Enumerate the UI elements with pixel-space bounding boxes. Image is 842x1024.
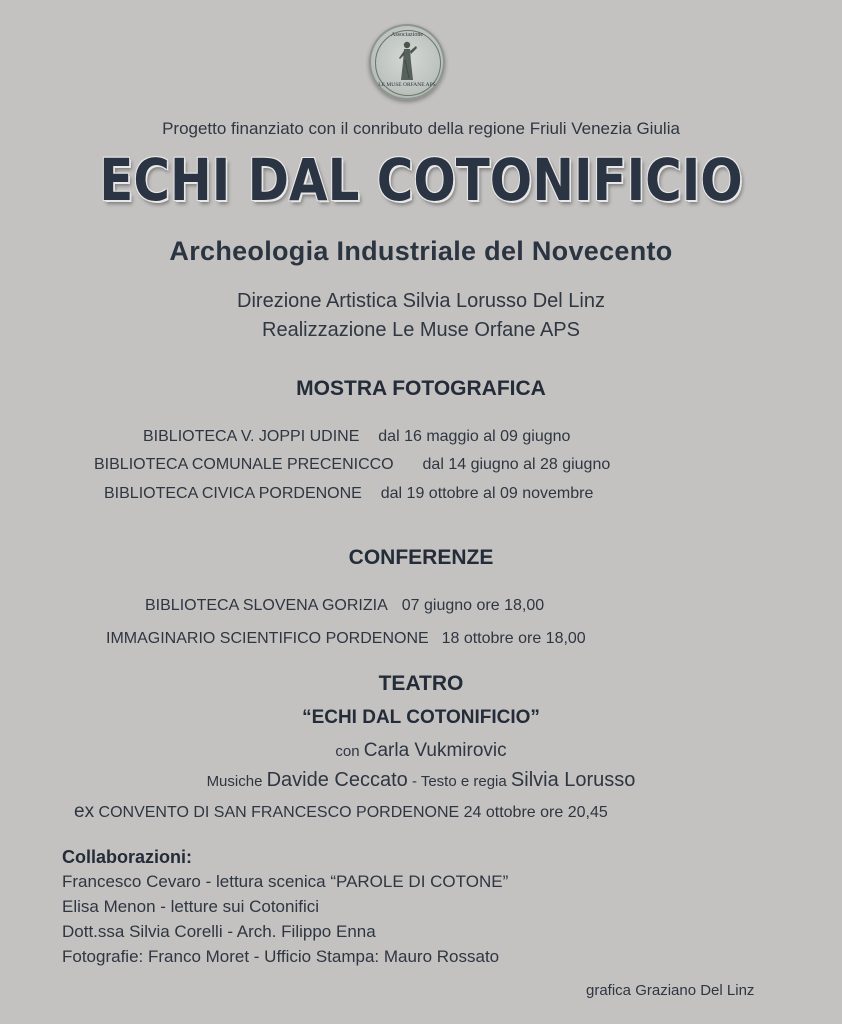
- logo-top-text: Associazione: [391, 32, 423, 38]
- venue-dates: dal 19 ottobre al 09 novembre: [380, 485, 594, 502]
- teatro-heading: TEATRO: [378, 672, 464, 695]
- conferenze-heading: CONFERENZE: [348, 546, 494, 569]
- mostra-venue-row: [104, 485, 593, 503]
- event-subtitle: Archeologia Industriale del Novecento: [169, 236, 673, 266]
- production-credit: Realizzazione Le Muse Orfane APS: [262, 319, 580, 341]
- funding-line: Progetto finanziato con il conributo della regione Friuli Venezia Giulia: [162, 119, 680, 138]
- main-title: ECHI DAL COTONIFICIO: [99, 146, 743, 214]
- venue-place: IMMAGINARIO SCIENTIFICO PORDENONE: [106, 630, 429, 647]
- performer-line: [0, 740, 842, 762]
- conferenza-row: [145, 597, 544, 615]
- venue-dates: dal 14 giugno al 28 giugno: [422, 456, 611, 473]
- theatre-date: 24 ottobre ore 20,45: [463, 804, 608, 821]
- collaborator-line: Dott.ssa Silvia Corelli - Arch. Filippo Enna: [62, 922, 376, 941]
- composer-name: Davide Ceccato: [266, 769, 408, 791]
- venue-dates: 07 giugno ore 18,00: [401, 597, 545, 614]
- artistic-direction: Direzione Artistica Silvia Lorusso Del Linz: [237, 290, 605, 312]
- mostra-heading: MOSTRA FOTOGRAFICA: [296, 377, 546, 400]
- collaborazioni-heading: Collaborazioni:: [62, 847, 192, 867]
- director-name: Silvia Lorusso: [510, 769, 636, 791]
- venue-place: BIBLIOTECA CIVICA PORDENONE: [104, 485, 362, 502]
- venue-dates: 18 ottobre ore 18,00: [441, 630, 586, 647]
- music-direction-line: [0, 769, 842, 792]
- venue-place: BIBLIOTECA V. JOPPI UDINE: [143, 428, 360, 445]
- logo-bottom-text: LE MUSE ORFANE APS: [378, 82, 436, 88]
- graphics-credit: grafica Graziano Del Linz: [586, 982, 755, 999]
- collaborator-line: Elisa Menon - letture sui Cotonifici: [62, 897, 320, 916]
- musiche-label: Musiche: [206, 773, 263, 790]
- venue-place: BIBLIOTECA COMUNALE PRECENICCO: [94, 456, 394, 473]
- show-title: “ECHI DAL COTONIFICIO”: [302, 707, 540, 728]
- performer-name: Carla Vukmirovic: [363, 740, 507, 761]
- testo-label: - Testo e regia: [411, 773, 507, 790]
- muse-figure-icon: [396, 40, 418, 82]
- mostra-venue-row: [94, 456, 610, 474]
- theatre-location: CONVENTO DI SAN FRANCESCO PORDENONE: [98, 804, 460, 821]
- venue-dates: dal 16 maggio al 09 giugno: [378, 428, 571, 445]
- mostra-venue-row: [143, 428, 570, 446]
- conferenza-row: [106, 630, 586, 648]
- collaborator-line: Fotografie: Franco Moret - Ufficio Stampa: Mauro Rossato: [62, 947, 500, 966]
- con-label: con: [335, 743, 360, 760]
- collaborator-line: Francesco Cevaro - lettura scenica “PAROLE DI COTONE”: [62, 872, 509, 891]
- venue-place: BIBLIOTECA SLOVENA GORIZIA: [145, 597, 387, 614]
- ex-label: ex: [74, 801, 95, 822]
- theatre-venue-line: [74, 801, 608, 823]
- association-logo: [369, 24, 445, 100]
